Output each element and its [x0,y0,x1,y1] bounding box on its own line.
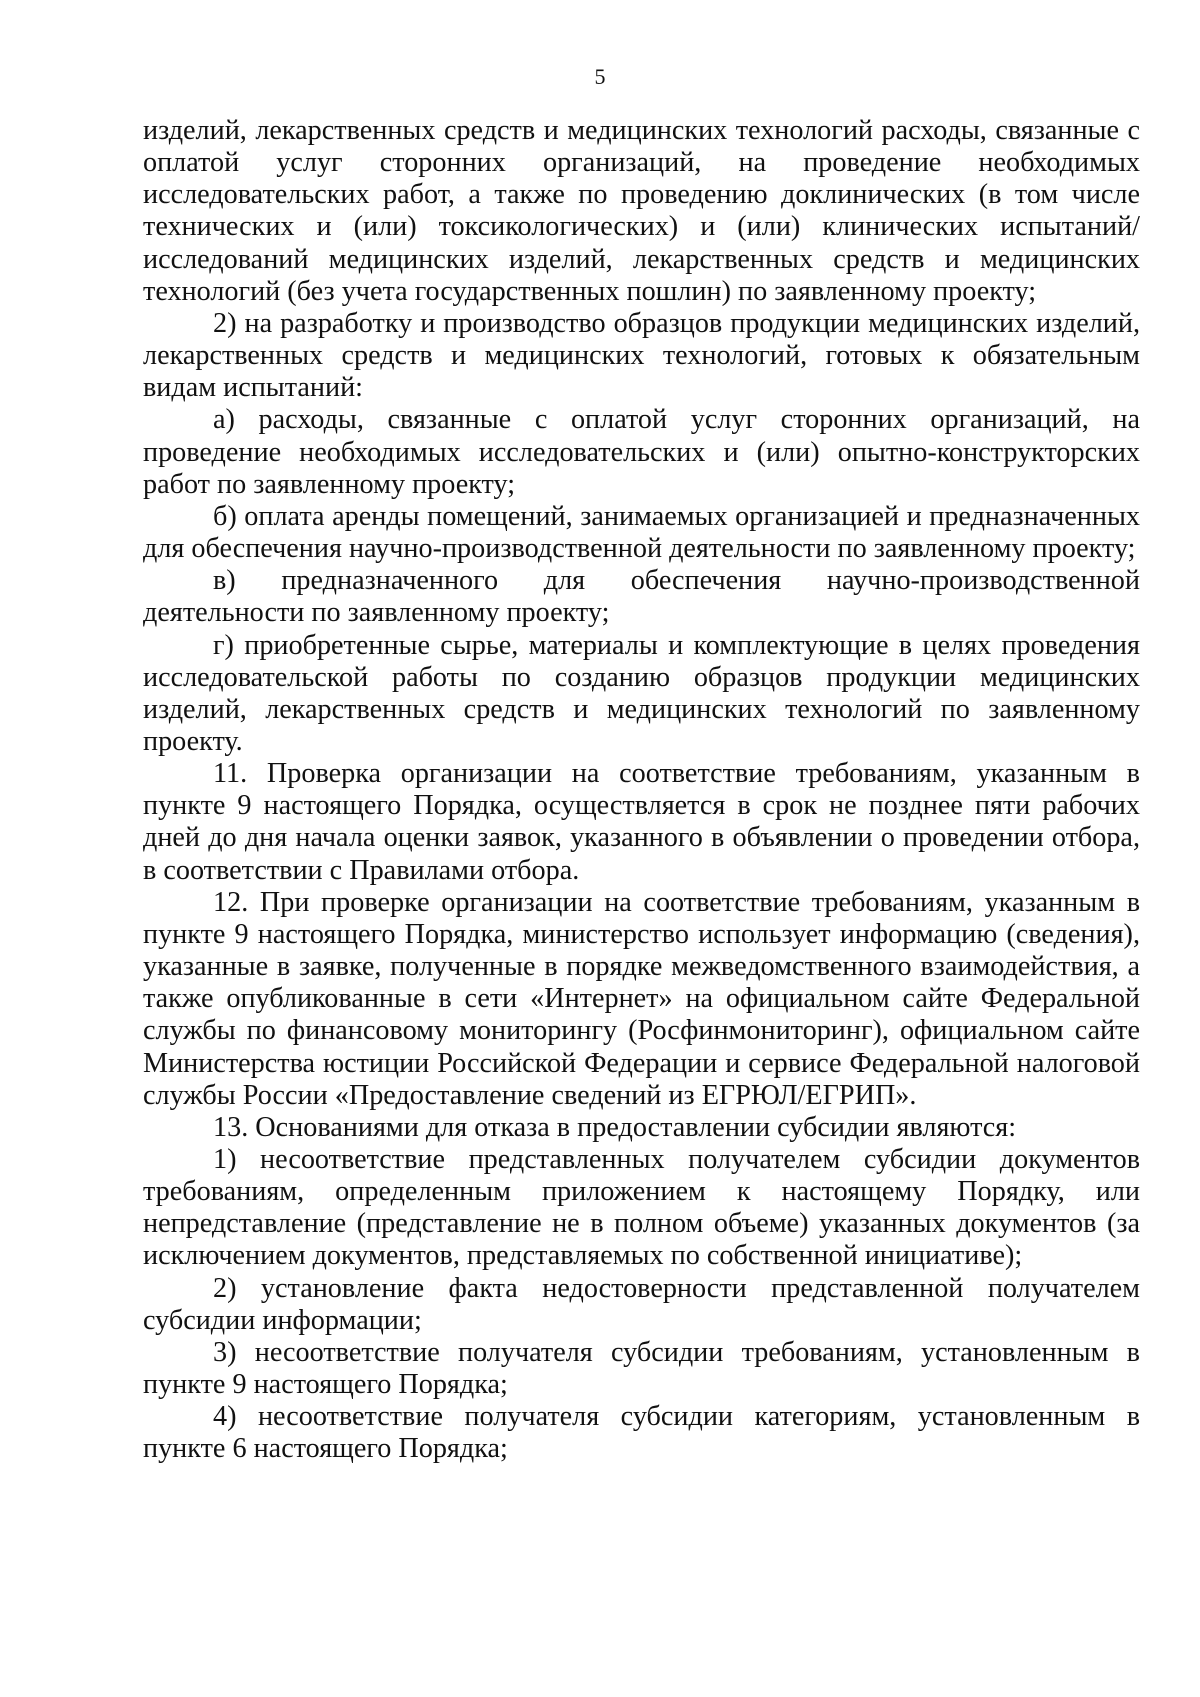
paragraph-clause-13: 13. Основаниями для отказа в предоставлении субсидии являются: [213,1111,1017,1143]
paragraph-clause-13-item-2: 2) установление факта недостоверности представленной получателем субсидии информации; [143,1272,1140,1336]
page-number: 5 [594,64,606,89]
paragraph-clause-13-item-1: 1) несоответствие представленных получателем субсидии документов требованиям, определенным приложением к настоящему Порядку, или непредставление (представление не в полном объеме) указанных документов (за исключением документов, представляемых по собственной инициативе); [143,1144,1140,1272]
paragraph-continuation: изделий, лекарственных средств и медицинских технологий расходы, связанные с оплатой услуг сторонних организаций, на проведение необходимых исследовательских работ, а также по проведению доклинических (в том числе технических и (или) токсикологических) и (или) клинических испытаний/исследований медицинских изделий, лекарственных средств и медицинских технологий (без учета государственных пошлин) по заявленному проекту; [143,115,1140,307]
paragraph-subitem-b: б) оплата аренды помещений, занимаемых организацией и предназначенных для обеспечения научно-производственной деятельности по заявленному проекту; [143,500,1140,565]
document-body [143,115,1140,1466]
paragraph-clause-11: 11. Проверка организации на соответствие требованиям, указанным в пункте 9 настоящего Порядка, осуществляется в срок не позднее пяти рабочих дней до дня начала оценки заявок, указанного в объявлении о проведении отбора, в соответствии с Правилами отбора. [143,758,1140,886]
paragraph-clause-13-item-3: 3) несоответствие получателя субсидии требованиям, установленным в пункте 9 настоящего Порядка; [143,1336,1140,1401]
paragraph-clause-13-item-4: 4) несоответствие получателя субсидии категориям, установленным в пункте 6 настоящего Порядка; [143,1401,1140,1465]
paragraph-subitem-a: а) расходы, связанные с оплатой услуг сторонних организаций, на проведение необходимых исследовательских и (или) опытно-конструкторских работ по заявленному проекту; [143,404,1140,500]
paragraph-subitem-v: в) предназначенного для обеспечения научно-производственной деятельности по заявленному проекту; [143,565,1140,629]
paragraph-subitem-g: г) приобретенные сырье, материалы и комплектующие в целях проведения исследовательской работы по созданию образцов продукции медицинских изделий, лекарственных средств и медицинских технологий по заявленному проекту. [143,629,1140,757]
paragraph-clause-12: 12. При проверке организации на соответствие требованиям, указанным в пункте 9 настоящего Порядка, министерство использует информацию (сведения), указанные в заявке, полученные в порядке межведомственного взаимодействия, а также опубликованные в сети «Интернет» на официальном сайте Федеральной службы по финансовому мониторингу (Росфинмониторинг), официальном сайте Министерства юстиции Российской Федерации и сервисе Федеральной налоговой службы России «Предоставление сведений из ЕГРЮЛ/ЕГРИП». [143,886,1140,1111]
paragraph-item-2: 2) на разработку и производство образцов продукции медицинских изделий, лекарственных средств и медицинских технологий, готовых к обязательным видам испытаний: [143,307,1140,404]
